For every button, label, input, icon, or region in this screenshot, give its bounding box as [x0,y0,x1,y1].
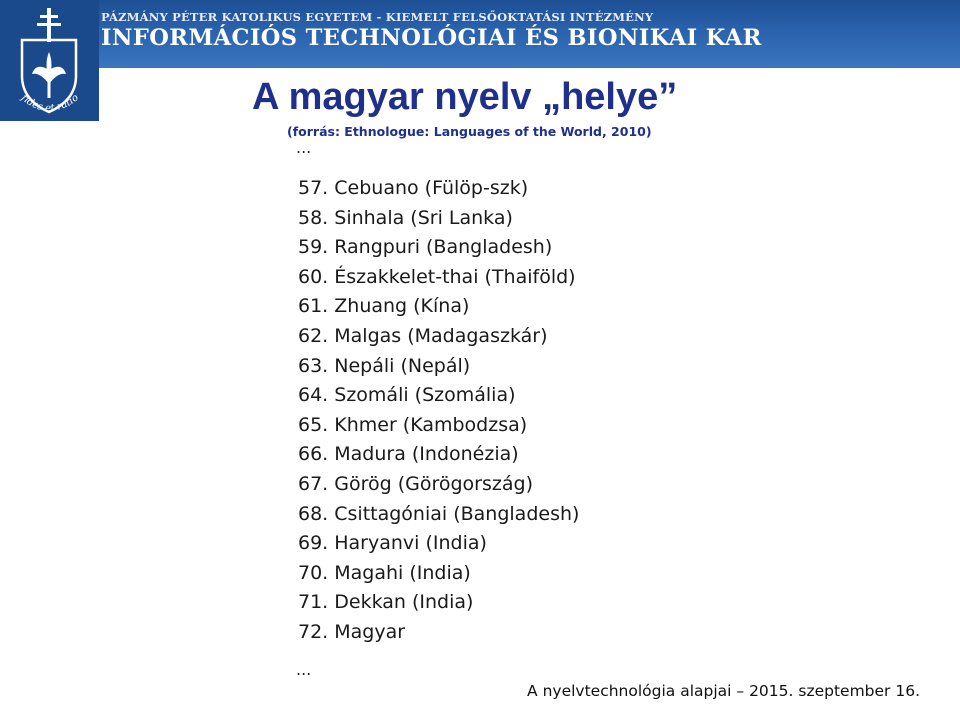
list-item: 72. Magyar [298,620,406,643]
crest-icon [0,0,99,121]
slide-subtitle: (forrás: Ethnologue: Languages of the World, 2010) [287,124,652,139]
list-item: 65. Khmer (Kambodzsa) [298,413,528,436]
list-item: 71. Dekkan (India) [298,591,474,614]
list-item: 69. Haryanvi (India) [298,532,487,555]
list-item: 67. Görög (Görögország) [298,472,533,495]
list-item: 57. Cebuano (Fülöp-szk) [298,177,529,199]
faculty-name: INFORMÁCIÓS TECHNOLÓGIAI ÉS BIONIKAI KAR [101,25,762,51]
university-name: PÁZMÁNY PÉTER KATOLIKUS EGYETEM - KIEMELT FELSŐOKTATÁSI INTÉZMÉNY [101,10,654,24]
slide-title: A magyar nyelv „helye” [252,76,678,118]
list-item: 64. Szomáli (Szomália) [298,384,516,407]
ellipsis-top: ... [296,138,312,157]
footer-text: A nyelvtechnológia alapjai – 2015. szeptember 16. [527,682,920,700]
list-item: 66. Madura (Indonézia) [298,443,519,466]
list-item: 68. Csittagóniai (Bangladesh) [298,502,580,525]
list-item: 59. Rangpuri (Bangladesh) [298,236,553,259]
university-logo [0,0,99,121]
list-item: 58. Sinhala (Sri Lanka) [298,206,513,229]
list-item: 61. Zhuang (Kína) [298,295,470,318]
ellipsis-bottom: ... [296,660,312,679]
list-item: 60. Északkelet-thai (Thaiföld) [298,265,576,288]
language-rank-list [298,174,579,648]
logo-motto: fides et ratio [18,92,81,115]
list-item: 62. Malgas (Madagaszkár) [298,324,548,347]
list-item: 63. Nepáli (Nepál) [298,354,471,377]
list-item: 70. Magahi (India) [298,561,471,584]
